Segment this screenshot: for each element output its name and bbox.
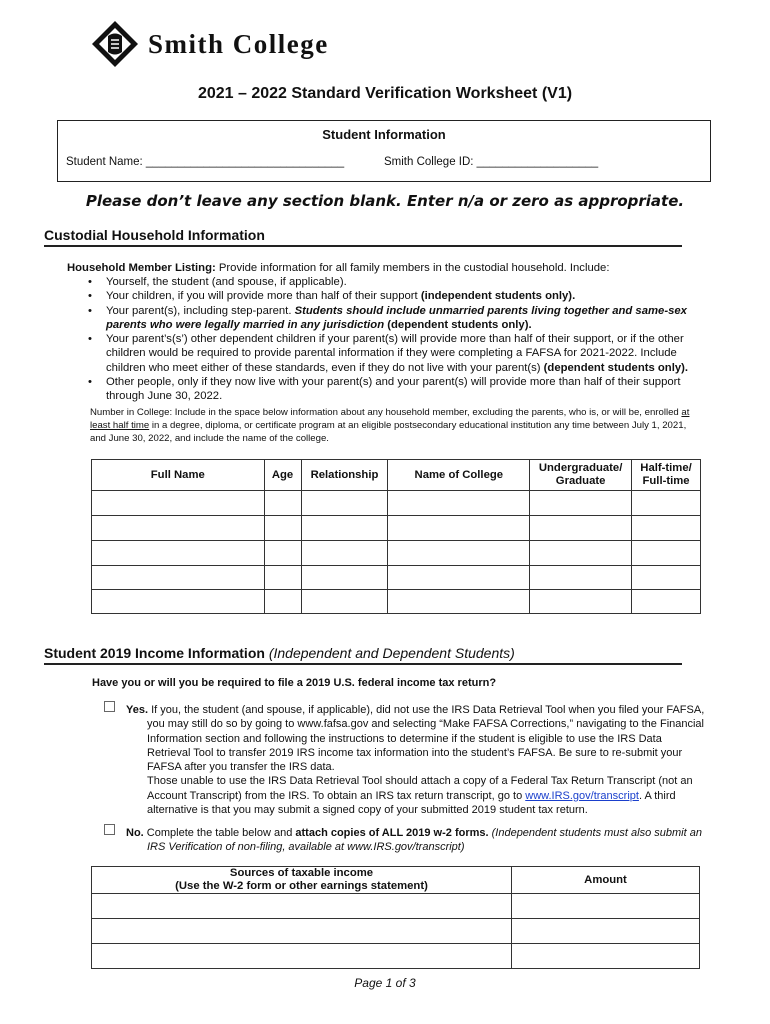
list-item-bold: (dependent students only). (384, 318, 532, 331)
yes-label: Yes. (126, 704, 149, 716)
table-row[interactable] (92, 541, 701, 566)
smith-college-seal-icon (90, 19, 140, 69)
table-header-row (92, 867, 700, 894)
table-row[interactable] (92, 491, 701, 516)
sources-header-line-1: Sources of taxable income (229, 867, 374, 879)
college-text-underlined: at least half time (90, 407, 690, 431)
list-item (80, 375, 700, 404)
list-item (80, 332, 700, 375)
column-header-half-time-full-time: Half-time/ Full-time (632, 460, 701, 491)
student-information-box (57, 120, 711, 182)
no-text-italic: (Independent students must also submit an IRS Verification of non-filing, available at www.IRS.gov/transcript) (147, 827, 702, 854)
no-option-text (126, 826, 706, 855)
no-text: Complete the table below and (143, 827, 296, 839)
list-item-text: Yourself, the student (and spouse, if applicable). (106, 276, 347, 288)
yes-text: If you, the student (and spouse, if applicable), did not use the IRS Data Retrieval Tool when you filed your FAFSA, you may still do so by going to www.fafsa.gov and selecting “Make FAFSA Corrections,” navigating to the Financial Information section and following the instructions to determine if the student is eligible to use the IRS Data Retrieval Tool to transfer 2019 IRS income tax information into the student’s FAFSA. Be sure to re-submit your FAFSA after you transfer the IRS data. (147, 704, 705, 774)
list-item-text: Other people, only if they now live with your parent(s) and your parent(s) will provide more than half of their support through June 30, 2022. (106, 376, 681, 403)
column-header-relationship: Relationship (301, 460, 388, 491)
table-header-row (92, 460, 701, 491)
yes-checkbox[interactable] (104, 701, 115, 712)
yes-text-alternative: . A third alternative is that you may submit a signed copy of your submitted 2019 student tax return. (147, 789, 676, 817)
table-row[interactable] (92, 590, 701, 614)
list-item-bold: (independent students only). (420, 290, 576, 303)
student-income-heading-text: Student 2019 Income Information (44, 645, 265, 661)
custodial-household-heading (44, 227, 682, 247)
list-item (80, 275, 700, 289)
tax-return-question: Have you or will you be required to file a 2019 U.S. federal income tax return? (92, 677, 497, 689)
list-item (80, 304, 700, 333)
list-item-bold-italic: Students should include unmarried parents living together and same-sex parents who were legally married in any jurisdiction (106, 304, 687, 331)
yes-option-text (126, 703, 706, 817)
smith-college-id-field[interactable]: Smith College ID: ___________________ (384, 156, 599, 168)
irs-transcript-link[interactable]: www.IRS.gov/transcript (525, 789, 639, 802)
list-item-bold: (dependent students only). (543, 361, 689, 374)
no-text-bold: attach copies of ALL 2019 w-2 forms. (295, 827, 489, 839)
student-name-field[interactable]: Student Name: _______________________________ (66, 156, 345, 168)
logo-wordmark: Smith College (148, 28, 329, 59)
column-header-sources-of-taxable-income (92, 867, 512, 894)
smith-college-logo (90, 18, 329, 70)
sources-header-line-2: (Use the W-2 form or other earnings statement) (175, 880, 428, 892)
college-text-post: in a degree, diploma, or certificate program at an eligible postsecondary educational institution any time between July 1, 2021, and June 30, 2022, and include the name of the college. (90, 420, 687, 444)
list-item (80, 289, 700, 303)
column-header-full-name: Full Name (92, 460, 265, 491)
column-header-amount: Amount (512, 867, 700, 894)
custodial-household-heading-text: Custodial Household Information (44, 227, 265, 243)
column-header-undergraduate-graduate: Undergraduate/ Graduate (530, 460, 632, 491)
no-checkbox[interactable] (104, 824, 115, 835)
student-information-heading: Student Information (322, 127, 446, 142)
student-income-heading (44, 645, 682, 665)
list-item-text: Your parent(s), including step-parent. (106, 304, 295, 317)
yes-text-transcript: Those unable to use the IRS Data Retrieval Tool should attach a copy of a Federal Tax Return Transcript (not an Account Transcript) from the IRS. To obtain an IRS tax return transcript, go to (147, 775, 693, 802)
taxable-income-table (91, 866, 700, 969)
table-row[interactable] (92, 944, 700, 969)
table-row[interactable] (92, 894, 700, 919)
table-row[interactable] (92, 516, 701, 541)
document-title: 2021 – 2022 Standard Verification Worksheet (V1) (197, 85, 573, 102)
no-label: No. (126, 827, 144, 839)
table-row[interactable] (92, 919, 700, 944)
household-listing-text: Provide information for all family members in the custodial household. Include: (215, 262, 610, 274)
column-header-name-of-college: Name of College (388, 460, 530, 491)
household-listing-label: Household Member Listing: (67, 262, 216, 274)
household-members-table (91, 459, 701, 614)
list-item-text: Your children, if you will provide more than half of their support (106, 290, 421, 303)
instructions-notice: Please don’t leave any section blank. Enter n/a or zero as appropriate. (85, 192, 685, 210)
list-item-text: Your parent’s(s’) other dependent children if your parent(s) will provide more than half of their support, or if the other children would be required to provide parental information if they were completing a FAFSA for 2021-2022. Include children who meet either of these standards, even if they do not live with your parent(s) (106, 333, 684, 374)
number-in-college-instructions (90, 406, 700, 445)
page-number: Page 1 of 3 (354, 976, 416, 990)
household-member-list (80, 275, 700, 404)
college-text-pre: Number in College: Include in the space below information about any household member, excluding the parents, who is, or will be, enrolled (90, 407, 682, 418)
table-row[interactable] (92, 566, 701, 590)
student-income-heading-sub: (Independent and Dependent Students) (268, 645, 515, 661)
column-header-age: Age (264, 460, 301, 491)
household-listing-intro (67, 261, 707, 275)
